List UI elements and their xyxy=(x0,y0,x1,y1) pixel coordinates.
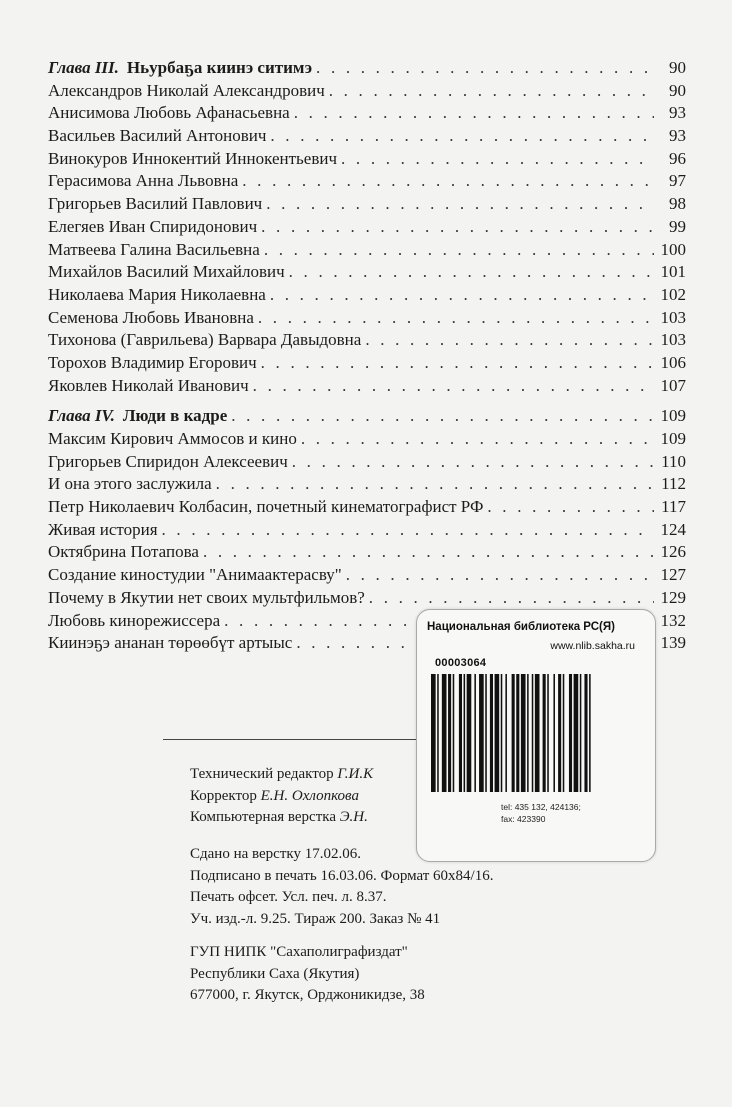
toc-leader-dots xyxy=(266,193,654,216)
toc-entry-title: Яковлев Николай Иванович xyxy=(48,375,249,395)
toc-leader-dots xyxy=(270,125,654,148)
toc-leader-dots xyxy=(301,428,654,451)
barcode-bar xyxy=(479,674,484,792)
toc-entry-title: Почему в Якутии нет своих мультфильмов? xyxy=(48,587,365,607)
barcode-number: 00003064 xyxy=(435,657,487,669)
barcode-bar xyxy=(453,674,455,792)
barcode-bar xyxy=(464,674,466,792)
library-fax: fax: 423390 xyxy=(501,814,546,824)
barcode-bar xyxy=(527,674,529,792)
toc-entry-row xyxy=(48,352,686,375)
toc-page-number: 90 xyxy=(669,80,686,100)
library-contacts xyxy=(501,801,581,825)
toc-entry-title: Григорьев Василий Павлович xyxy=(48,194,263,214)
toc-entry-title: Торохов Владимир Егорович xyxy=(48,352,257,372)
toc-leader-dots xyxy=(242,170,654,193)
toc-entry-row xyxy=(48,125,686,148)
toc-page-number: 117 xyxy=(661,497,686,517)
toc-leader-dots xyxy=(346,564,654,587)
toc-entry-row xyxy=(48,496,686,519)
barcode-bar xyxy=(589,674,591,792)
toc-gap xyxy=(48,397,686,405)
toc-leader-dots xyxy=(289,261,654,284)
toc-leader-dots xyxy=(316,57,654,80)
toc-entry-row xyxy=(48,329,686,352)
barcode-bar xyxy=(490,674,493,792)
barcode-bar xyxy=(547,674,549,792)
toc-leader-dots xyxy=(264,239,654,262)
toc-entry-title: Максим Кирович Аммосов и кино xyxy=(48,429,297,448)
toc-entry-title: Создание киностудии "Анимаактерасву" xyxy=(48,565,342,585)
toc-entry-title: Елегяев Иван Спиридонович xyxy=(48,216,258,236)
toc-entry-title: Петр Николаевич Колбасин, почетный кинематографист РФ xyxy=(48,497,484,517)
barcode-bar xyxy=(431,674,436,792)
toc-chapter-title: Ньурбаҕа киинэ ситимэ xyxy=(126,58,313,77)
barcode-bar xyxy=(505,674,507,792)
barcode-bar xyxy=(584,674,587,792)
republic-line: Республики Саха (Якутия) xyxy=(190,965,360,982)
library-name: Национальная библиотека РС(Я) xyxy=(427,621,615,633)
toc-chapter-row xyxy=(48,405,686,428)
toc-entry-row xyxy=(48,541,686,564)
toc-page-number: 97 xyxy=(669,171,686,191)
toc-page-number: 90 xyxy=(669,58,686,77)
toc-leader-dots xyxy=(231,405,654,428)
print-line: Печать офсет. Усл. печ. л. 8.37. xyxy=(190,889,387,905)
barcode-bar xyxy=(495,674,500,792)
toc-entry-row xyxy=(48,216,686,239)
separator-rule xyxy=(163,739,433,740)
toc-page-number: 100 xyxy=(660,239,686,259)
toc-entry-title: Живая история xyxy=(48,519,158,539)
barcode-bar xyxy=(574,674,579,792)
address-line: 677000, г. Якутск, Орджоникидзе, 38 xyxy=(190,987,425,1003)
tech-editor-line: Технический редактор Г.И.К xyxy=(190,766,374,782)
toc-entry-row xyxy=(48,564,686,587)
barcode-bar xyxy=(467,674,472,792)
toc-leader-dots xyxy=(203,541,654,564)
toc-entry-title: Григорьев Спиридон Алексеевич xyxy=(48,451,288,471)
toc-page-number: 93 xyxy=(669,103,686,123)
barcode-bar xyxy=(448,674,451,792)
barcode-icon xyxy=(431,674,637,792)
toc-entry-row xyxy=(48,428,686,451)
toc-page-number: 93 xyxy=(669,126,686,146)
toc-page-number: 98 xyxy=(669,194,686,214)
toc-page-number: 103 xyxy=(660,307,686,327)
library-tel: tel: 435 132, 424136; xyxy=(501,802,581,812)
toc-entry-row xyxy=(48,261,686,284)
barcode-bar xyxy=(501,674,503,792)
toc-leader-dots xyxy=(258,307,654,330)
toc-page-number: 109 xyxy=(660,406,686,426)
toc-leader-dots xyxy=(294,102,654,125)
toc-entry-row xyxy=(48,375,686,398)
toc-entry-title: Тихонова (Гаврильева) Варвара Давыдовна xyxy=(48,330,362,350)
toc-page-number: 106 xyxy=(660,352,686,372)
toc-entry-row xyxy=(48,170,686,193)
barcode-bar xyxy=(474,674,476,792)
toc-entry-title: Семенова Любовь Ивановна xyxy=(48,307,254,327)
imprint-publisher xyxy=(190,942,425,1007)
toc-page-number: 110 xyxy=(661,451,686,471)
toc-leader-dots xyxy=(162,519,654,542)
toc-chapter-number: Глава IV. xyxy=(48,406,115,426)
toc-page-number: 107 xyxy=(660,375,686,395)
toc-page-number: 139 xyxy=(660,633,686,653)
barcode-bar xyxy=(485,674,487,792)
toc-entry-row xyxy=(48,587,686,610)
toc-chapter-number: Глава III. xyxy=(48,58,119,77)
toc-page-number: 129 xyxy=(660,587,686,607)
barcode-bar xyxy=(535,674,540,792)
toc-entry-row xyxy=(48,451,686,474)
table-of-contents xyxy=(48,57,686,655)
barcode-bar xyxy=(521,674,526,792)
toc-entry-title: Николаева Мария Николаевна xyxy=(48,284,266,304)
barcode-bar xyxy=(516,674,519,792)
toc-leader-dots xyxy=(270,284,654,307)
layout-line: Компьютерная верстка Э.Н. xyxy=(190,809,368,825)
toc-entry-title: Михайлов Василий Михайлович xyxy=(48,262,285,282)
toc-entry-row xyxy=(48,307,686,330)
toc-leader-dots xyxy=(253,375,654,398)
barcode-bar xyxy=(532,674,534,792)
toc-page-number: 112 xyxy=(661,474,686,494)
library-url: www.nlib.sakha.ru xyxy=(550,640,635,652)
barcode-bar xyxy=(543,674,546,792)
barcode-bar xyxy=(553,674,555,792)
toc-entry-title: Октябрина Потапова xyxy=(48,542,199,562)
signed-line: Подписано в печать 16.03.06. Формат 60x84/16. xyxy=(190,867,494,884)
publisher-line: ГУП НИПК "Сахаполиграфиздат" xyxy=(190,944,408,960)
toc-entry-title: Матвеева Галина Васильевна xyxy=(48,239,260,259)
barcode-bar xyxy=(558,674,561,792)
barcode-bar xyxy=(442,674,447,792)
toc-leader-dots xyxy=(261,352,654,375)
toc-page-number: 132 xyxy=(660,610,686,630)
toc-page-number: 101 xyxy=(660,262,686,282)
barcode-bar xyxy=(563,674,565,792)
toc-entry-title: Киинэҕэ ананан төрөөбүт артыыс xyxy=(48,633,293,653)
toc-entry-title: Любовь кинорежиссера xyxy=(48,610,221,630)
toc-entry-title: И она этого заслужила xyxy=(48,474,212,494)
edition-line: Уч. изд.-л. 9.25. Тираж 200. Заказ № 41 xyxy=(190,910,441,927)
imprint-credits xyxy=(190,764,373,829)
barcode-bar xyxy=(580,674,582,792)
toc-entry-title: Анисимова Любовь Афанасьевна xyxy=(48,103,290,123)
toc-leader-dots xyxy=(365,329,654,352)
barcode-bar xyxy=(512,674,515,792)
corrector-line: Корректор Е.Н. Охлопкова xyxy=(190,787,359,804)
toc-page-number: 99 xyxy=(669,216,686,236)
toc-leader-dots xyxy=(369,587,654,610)
toc-entry-title: Александров Николай Александрович xyxy=(48,80,325,100)
barcode-bar xyxy=(569,674,572,792)
toc-entry-title: Васильев Василий Антонович xyxy=(48,126,267,146)
toc-entry-row xyxy=(48,519,686,542)
toc-entry-title: Герасимова Анна Львовна xyxy=(48,171,239,191)
typeset-line: Сдано на верстку 17.02.06. xyxy=(190,846,361,862)
library-barcode-sticker xyxy=(416,609,656,862)
toc-entry-row xyxy=(48,284,686,307)
toc-chapter-title: Люди в кадре xyxy=(122,406,228,426)
toc-page-number: 124 xyxy=(660,519,686,539)
toc-page-number: 96 xyxy=(669,148,686,168)
toc-page-number: 126 xyxy=(660,542,686,562)
toc-page-number: 103 xyxy=(660,330,686,350)
toc-page-number: 102 xyxy=(660,284,686,304)
barcode-bar xyxy=(437,674,439,792)
toc-entry-title: Винокуров Иннокентий Иннокентьевич xyxy=(48,148,338,168)
toc-leader-dots xyxy=(261,216,654,239)
toc-page-number: 109 xyxy=(660,429,686,448)
toc-entry-row xyxy=(48,148,686,171)
toc-entry-row xyxy=(48,239,686,262)
toc-chapter-heading xyxy=(48,57,312,80)
toc-leader-dots xyxy=(487,496,654,519)
toc-leader-dots xyxy=(292,451,654,474)
toc-chapter-heading xyxy=(48,405,227,428)
toc-entry-row xyxy=(48,193,686,216)
toc-leader-dots xyxy=(329,80,654,103)
toc-entry-row xyxy=(48,80,686,103)
barcode-bar xyxy=(459,674,462,792)
toc-entry-row xyxy=(48,473,686,496)
toc-page-number: 127 xyxy=(660,565,686,585)
toc-chapter-row xyxy=(48,57,686,80)
toc-leader-dots xyxy=(216,473,654,496)
toc-leader-dots xyxy=(341,148,654,171)
toc-entry-row xyxy=(48,102,686,125)
